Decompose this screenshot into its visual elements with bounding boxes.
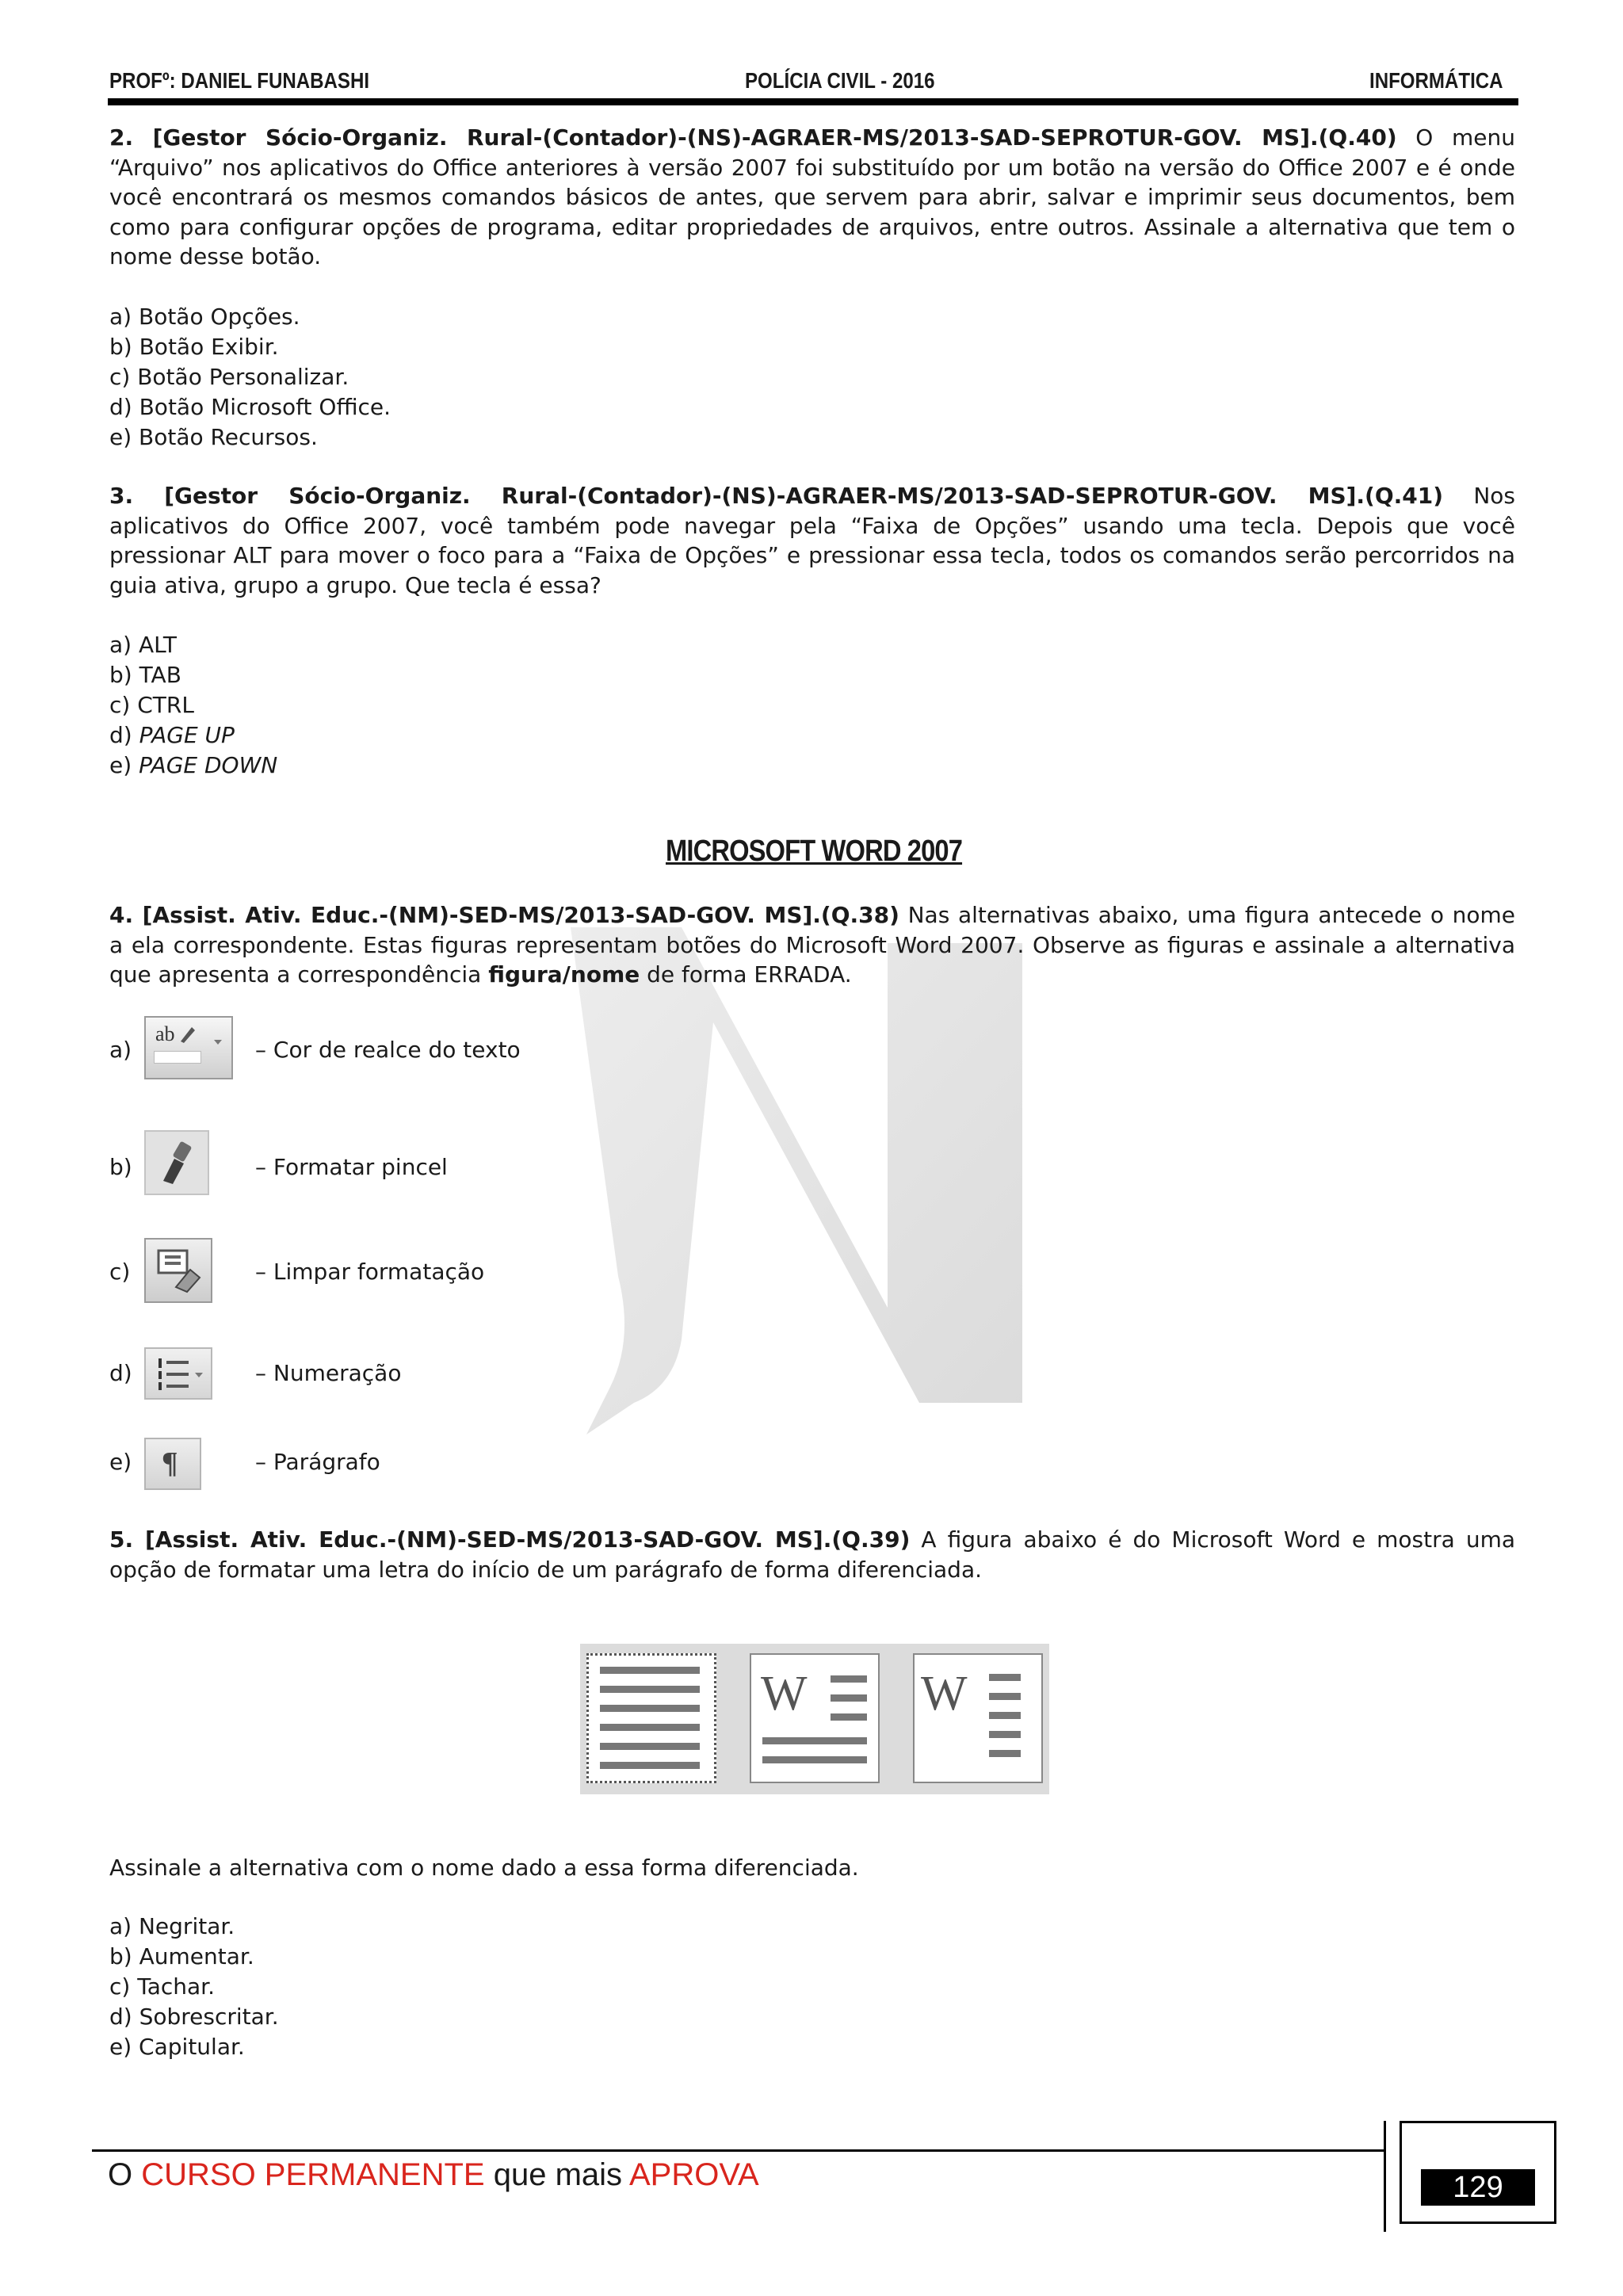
footer-slogan: O CURSO PERMANENTE que mais APROVA: [108, 2157, 759, 2192]
page-number: 129: [1421, 2169, 1535, 2206]
header-subject: INFORMÁTICA: [1369, 68, 1503, 93]
header-author: PROFº: DANIEL FUNABASHI: [109, 68, 370, 93]
option: d) Botão Microsoft Office.: [109, 393, 391, 420]
question-4-statement: 4. [Assist. Ativ. Educ.-(NM)-SED-MS/2013-SAD-GOV. MS].(Q.38) Nas alternativas abaixo, uma figura antecede o nome a ela correspondente. Estas figuras representam botões do Microsoft Word 2007. Observe as figuras e assinale a alternativa que apresenta a correspondência figura/nome de forma ERRADA.: [109, 902, 1515, 988]
question-5-options: [109, 1912, 1515, 2062]
highlight-color-icon: ab: [144, 1016, 233, 1079]
option: b) Botão Exibir.: [109, 333, 279, 360]
footer-rule: [92, 2149, 1384, 2152]
question-2-ref: 2. [Gestor Sócio-Organiz. Rural-(Contador)-(NS)-AGRAER-MS/2013-SAD-SEPROTUR-GOV. MS].(Q.40): [109, 124, 1397, 151]
option: e) Capitular.: [109, 2034, 245, 2060]
question-4-item-d: d) – Numeração: [109, 1347, 823, 1411]
question-5-prompt: Assinale a alternativa com o nome dado a essa forma diferenciada.: [109, 1855, 859, 1881]
question-5-ref: 5. [Assist. Ativ. Educ.-(NM)-SED-MS/2013-SAD-GOV. MS].(Q.39): [109, 1526, 911, 1553]
option: c) Botão Personalizar.: [109, 363, 349, 390]
question-3-options: [109, 630, 1515, 781]
question-3-ref: 3. [Gestor Sócio-Organiz. Rural-(Contador)-(NS)-AGRAER-MS/2013-SAD-SEPROTUR-GOV. MS].(Q.41): [109, 483, 1444, 509]
question-3-text: Nos aplicativos do Office 2007, você também pode navegar pela “Faixa de Opções” usando uma tecla. Depois que você pressionar ALT para mover o foco para a “Faixa de Opções” e pressionar essa tecla, todos os comandos serão percorridos na guia ativa, grupo a grupo. Que tecla é essa?: [109, 483, 1515, 598]
option: b) Aumentar.: [109, 1943, 254, 1969]
option: d) PAGE UP: [109, 722, 235, 748]
clear-formatting-icon: [144, 1238, 212, 1303]
drop-cap-dropped-option: W: [750, 1653, 880, 1783]
option: e) PAGE DOWN: [109, 752, 278, 778]
dropdown-arrow-icon: [212, 1038, 223, 1046]
question-2: [109, 123, 1515, 453]
question-4-ref: 4. [Assist. Ativ. Educ.-(NM)-SED-MS/2013-SAD-GOV. MS].(Q.38): [109, 902, 899, 928]
drop-cap-figure: [580, 1644, 1049, 1794]
question-4-item-e: e) ¶ – Parágrafo: [109, 1438, 823, 1501]
option: d) Sobrescritar.: [109, 2004, 279, 2030]
question-3-statement: [109, 481, 1515, 600]
section-title: MICROSOFT WORD 2007: [666, 835, 963, 868]
header-course: POLÍCIA CIVIL - 2016: [745, 68, 935, 93]
option: a) Negritar.: [109, 1913, 235, 1939]
drop-cap-none-option: [586, 1653, 716, 1783]
drop-cap-margin-option: W: [913, 1653, 1043, 1783]
question-2-statement: [109, 123, 1515, 272]
format-painter-icon: [144, 1130, 209, 1195]
question-2-text: O menu “Arquivo” nos aplicativos do Office anteriores à versão 2007 foi substituído por um botão na versão do Office 2007 e é onde você encontrará os mesmos comandos básicos de antes, que servem para abrir, salvar e imprimir seus documentos, bem como para configurar opções de programa, editar propriedades de arquivos, entre outros. Assinale a alternativa que tem o nome desse botão.: [109, 124, 1515, 269]
paintbrush-icon: [157, 1140, 198, 1186]
numbered-list-icon: [155, 1357, 206, 1392]
question-4-item-c: c) – Limpar formatação: [109, 1238, 823, 1301]
question-2-options: [109, 302, 1515, 453]
header-rule: [108, 98, 1518, 105]
question-5-statement: 5. [Assist. Ativ. Educ.-(NM)-SED-MS/2013-SAD-GOV. MS].(Q.39) A figura abaixo é do Microsoft Word e mostra uma opção de formatar uma letra do início de um parágrafo de forma diferenciada.: [109, 1526, 1516, 1583]
option: a) Botão Opções.: [109, 303, 300, 330]
option: e) Botão Recursos.: [109, 423, 318, 450]
page-number-box: [1400, 2121, 1556, 2224]
question-4-item-a: a) ab – Cor de realce do texto: [109, 1016, 823, 1079]
option: c) CTRL: [109, 692, 194, 718]
pilcrow-icon: ¶: [144, 1438, 201, 1490]
question-4-item-b: b) – Formatar pincel: [109, 1129, 823, 1192]
option: c) Tachar.: [109, 1973, 215, 2000]
numbering-icon: [144, 1347, 212, 1400]
option: a) ALT: [109, 632, 177, 658]
pen-icon: [178, 1024, 197, 1045]
question-3: [109, 481, 1515, 781]
eraser-icon: [154, 1246, 203, 1295]
footer-divider: [1384, 2121, 1386, 2232]
option: b) TAB: [109, 662, 181, 688]
